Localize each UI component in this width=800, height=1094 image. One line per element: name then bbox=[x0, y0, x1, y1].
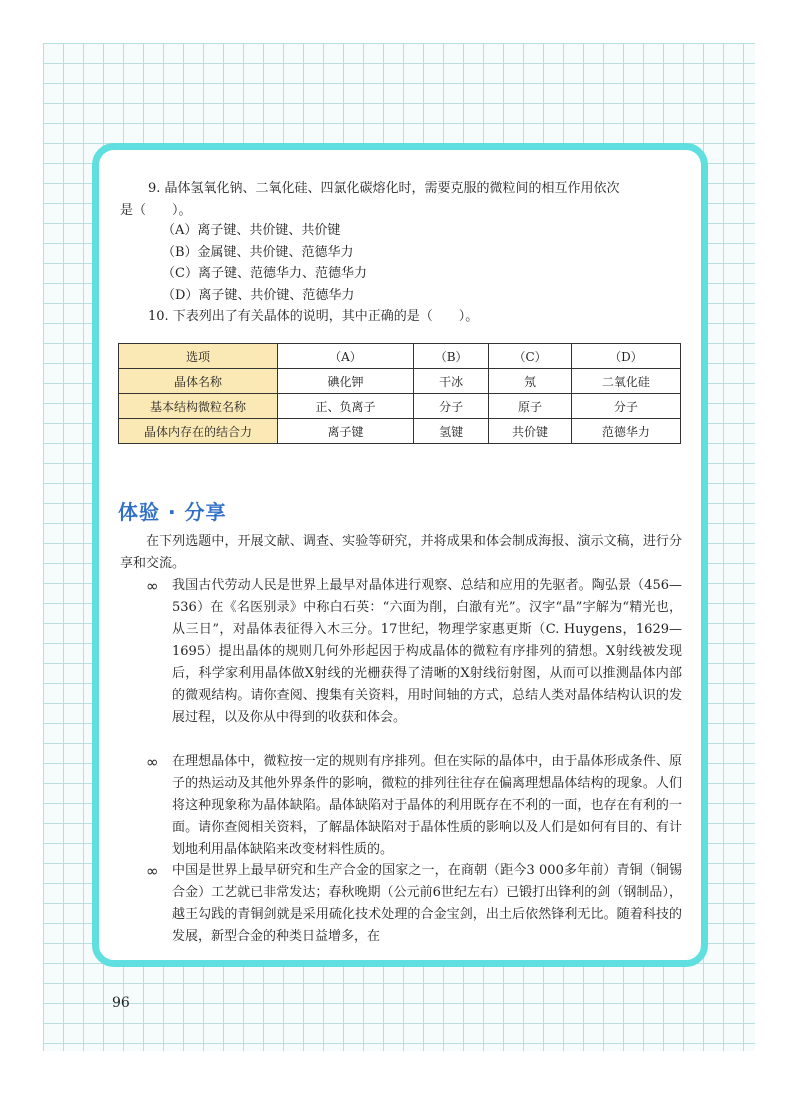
table-cell: 分子 bbox=[413, 394, 488, 419]
list-item: 在理想晶体中，微粒按一定的规则有序排列。但在实际的晶体中，由于晶体形成条件、原子的热运动及其他外界条件的影响，微粒的排列往往存在偏离理想晶体结构的现象。人们将这种现象称为晶体缺陷。晶体缺陷对于晶体的利用既存在不利的一面，也存在有利的一面。请你查阅相关资料，了解晶体缺陷对于晶体性质的影响以及人们是如何有目的、有计划地利用晶体缺陷来改变材料性质的。 bbox=[172, 754, 682, 857]
table-cell: 正、负离子 bbox=[278, 394, 414, 419]
table-cell: 原子 bbox=[489, 394, 571, 419]
table-cell: 碘化钾 bbox=[278, 369, 414, 394]
table-row-label: 基本结构微粒名称 bbox=[119, 394, 278, 419]
table-cell: 干冰 bbox=[413, 369, 488, 394]
option-b: （B）金属键、共价键、范德华力 bbox=[162, 245, 354, 260]
table-row-label: 晶体名称 bbox=[119, 369, 278, 394]
table-header-cell: （A） bbox=[278, 344, 414, 369]
option-a: （A）离子键、共价键、共价键 bbox=[162, 223, 341, 238]
table-header-cell: （C） bbox=[489, 344, 571, 369]
infinity-bullet-icon: ∞ bbox=[146, 862, 159, 880]
table-header-cell: （B） bbox=[413, 344, 488, 369]
table-cell: 分子 bbox=[571, 394, 680, 419]
table-header-cell: （D） bbox=[571, 344, 680, 369]
table-row bbox=[119, 394, 681, 419]
table-cell: 范德华力 bbox=[571, 419, 680, 444]
table-cell: 二氧化硅 bbox=[571, 369, 680, 394]
section-intro: 在下列选题中，开展文献、调查、实验等研究，并将成果和体会制成海报、演示文稿，进行分享和交流。 bbox=[120, 534, 682, 571]
table-cell: 离子键 bbox=[278, 419, 414, 444]
infinity-bullet-icon: ∞ bbox=[146, 577, 159, 595]
page-number: 96 bbox=[112, 995, 130, 1011]
table-cell: 共价键 bbox=[489, 419, 571, 444]
table-header-row bbox=[119, 344, 681, 369]
table-cell: 氖 bbox=[489, 369, 571, 394]
question-10: 10. 下表列出了有关晶体的说明，其中正确的是（ ）。 bbox=[148, 309, 479, 324]
infinity-bullet-icon: ∞ bbox=[146, 753, 159, 771]
list-item: 中国是世界上最早研究和生产合金的国家之一，在商朝（距今3 000多年前）青铜（铜锡合金）工艺就已非常发达；春秋晚期（公元前6世纪左右）已锻打出锋利的剑（钢制品），越王勾践的青铜剑就是采用硫化技术处理的合金宝剑，出土后依然锋利无比。随着科技的发展，新型合金的种类日益增多，在 bbox=[172, 863, 682, 944]
table-header-cell: 选项 bbox=[119, 344, 278, 369]
question-9-line2: 是（ ）。 bbox=[120, 203, 192, 218]
list-item: 我国古代劳动人民是世界上最早对晶体进行观察、总结和应用的先驱者。陶弘景（456—536）在《名医别录》中称白石英：“六面为削，白澈有光”。汉字“晶”字解为“精光也，从三日”，对晶体表征得入木三分。17世纪，物理学家惠更斯（C. Huygens，1629—1695）提出晶体的规则几何外形起因于构成晶体的微粒有序排列的猜想。X射线被发现后，科学家利用晶体做X射线的光栅获得了清晰的X射线衍射图，从而可以推测晶体内部的微观结构。请你查阅、搜集有关资料，用时间轴的方式，总结人类对晶体结构认识的发展过程，以及你从中得到的收获和体会。 bbox=[172, 578, 682, 725]
option-d: （D）离子键、共价键、范德华力 bbox=[162, 288, 355, 303]
table-row-label: 晶体内存在的结合力 bbox=[119, 419, 278, 444]
question-9-line1: 9. 晶体氢氧化钠、二氧化硅、四氯化碳熔化时，需要克服的微粒间的相互作用依次 bbox=[148, 181, 620, 196]
section-title: 体验 · 分享 bbox=[118, 500, 227, 524]
option-c: （C）离子键、范德华力、范德华力 bbox=[162, 266, 367, 281]
crystal-table bbox=[118, 343, 681, 444]
table-row bbox=[119, 419, 681, 444]
table-row bbox=[119, 369, 681, 394]
table-cell: 氢键 bbox=[413, 419, 488, 444]
